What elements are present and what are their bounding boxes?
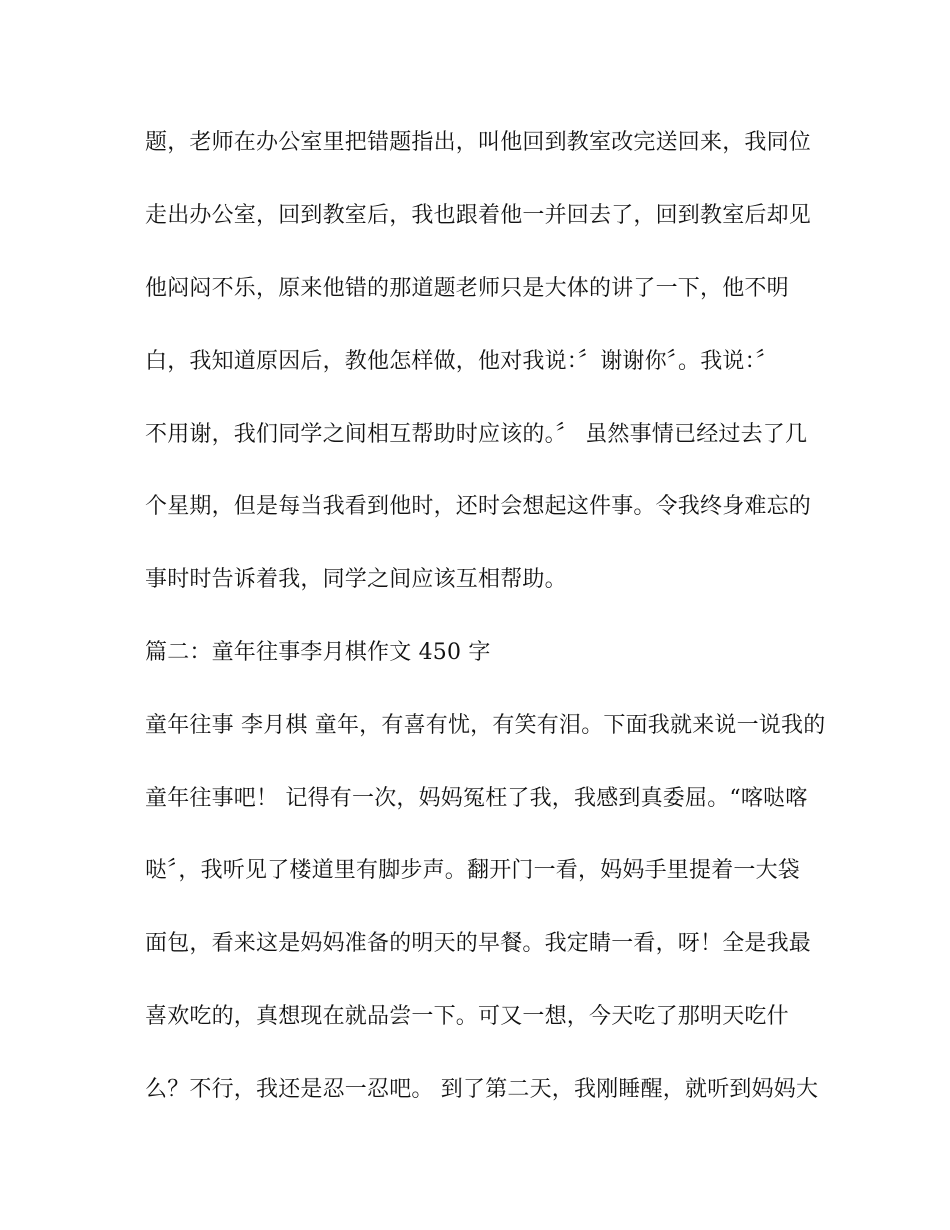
text-line-4: 白，我知道原因后，教他怎样做，他对我说：〞谢谢你〞。我说：〞 [145, 349, 779, 374]
text-line-13: 喜欢吃的，真想现在就品尝一下。可又一想，今天吃了那明天吃什 [145, 1004, 789, 1029]
text-line-14: 么？不行，我还是忍一忍吧。 到了第二天，我刚睡醒，就听到妈妈大 [145, 1077, 819, 1102]
text-line-9: 童年往事 李月棋 童年，有喜有忧，有笑有泪。下面我就来说一说我的 [145, 713, 826, 738]
text-line-1: 题，老师在办公室里把错题指出，叫他回到教室改完送回来，我同位 [145, 130, 812, 155]
section-heading: 篇二：童年往事李月棋作文 450 字 [145, 640, 491, 665]
text-line-2: 走出办公室，回到教室后，我也跟着他一并回去了，回到教室后却见 [145, 203, 812, 228]
text-line-5: 不用谢，我们同学之间相互帮助时应该的。〞 虽然事情已经过去了几 [145, 422, 808, 447]
text-line-6: 个星期，但是每当我看到他时，还时会想起这件事。令我终身难忘的 [145, 494, 812, 519]
text-line-3: 他闷闷不乐，原来他错的那道题老师只是大体的讲了一下，他不明 [145, 276, 789, 301]
text-line-12: 面包，看来这是妈妈准备的明天的早餐。我定睛一看，呀！全是我最 [145, 931, 812, 956]
text-line-7: 事时时告诉着我，同学之间应该互相帮助。 [145, 567, 567, 592]
text-line-10: 童年往事吧！ 记得有一次，妈妈冤枉了我，我感到真委屈。“喀哒喀 [145, 786, 808, 811]
text-line-11: 哒〞，我听见了楼道里有脚步声。翻开门一看，妈妈手里提着一大袋 [145, 858, 801, 883]
